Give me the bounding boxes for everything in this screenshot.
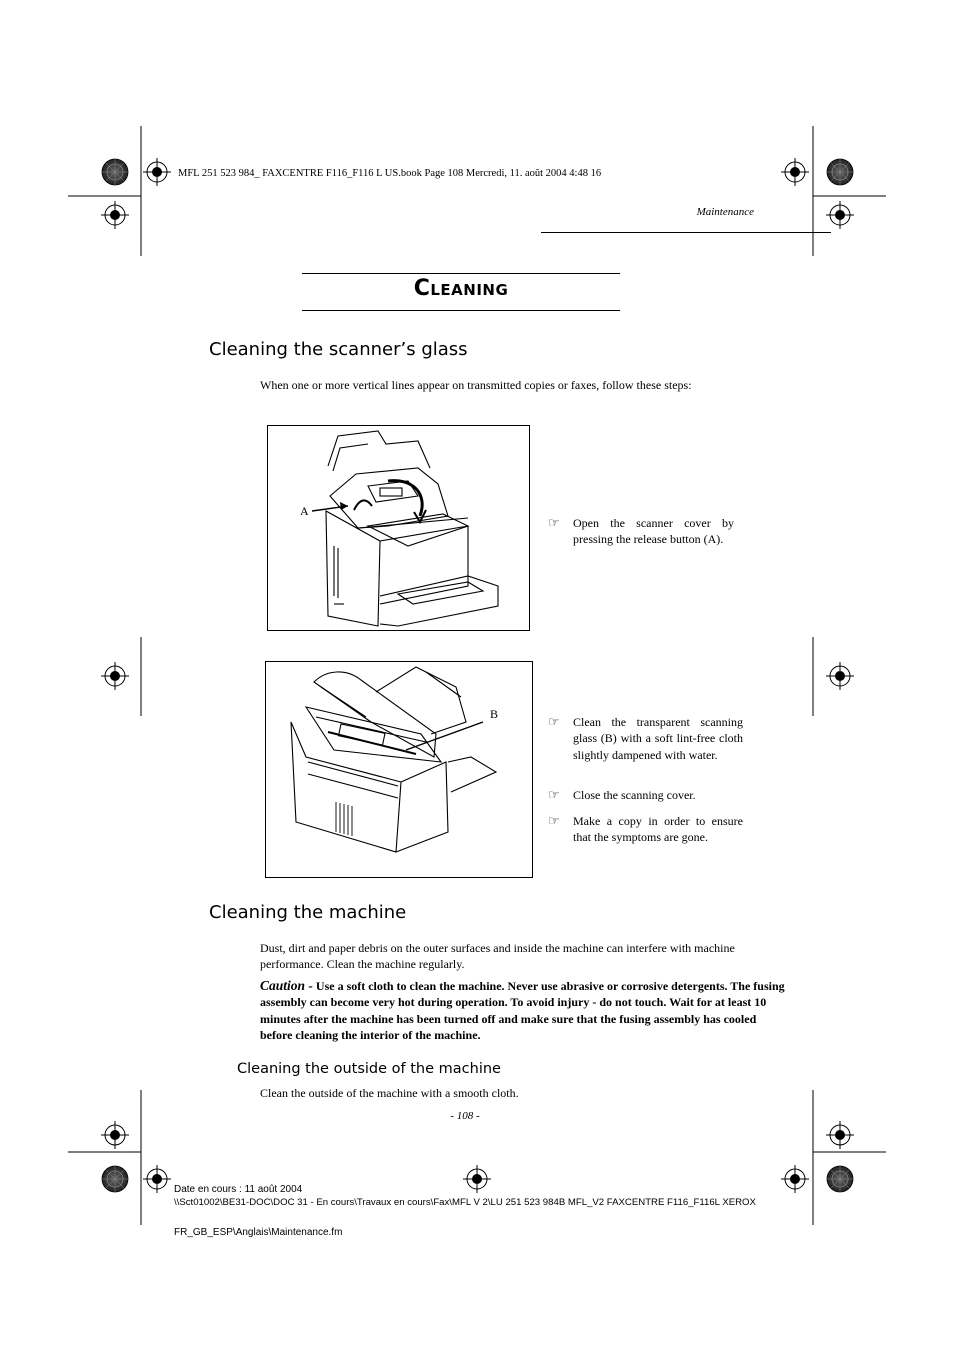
step-item — [548, 714, 743, 763]
step-text: Clean the transparent scanning glass (B) with a soft lint-free cloth slightly dampened with water. — [573, 715, 743, 762]
pointing-hand-icon: ☞ — [548, 714, 560, 729]
step-text: Make a copy in order to ensure that the symptoms are gone. — [573, 814, 743, 845]
fax-machine-illustration — [268, 426, 529, 630]
pointing-hand-icon: ☞ — [548, 787, 560, 802]
pointing-hand-icon: ☞ — [548, 515, 560, 530]
step-item — [548, 515, 734, 548]
figure-open-scanner-cover — [267, 425, 530, 631]
subsection-text-outside: Clean the outside of the machine with a smooth cloth. — [260, 1086, 519, 1100]
figure2-callout-label: B — [490, 707, 499, 721]
step-item — [548, 787, 743, 803]
step-text: Open the scanner cover by pressing the release button (A). — [573, 516, 734, 547]
caution-label: Caution - — [260, 978, 313, 993]
step-text: Close the scanning cover. — [573, 788, 696, 802]
title-rule-bottom — [302, 310, 620, 311]
open-fax-machine-illustration — [266, 662, 532, 877]
pointing-hand-icon: ☞ — [548, 813, 560, 828]
footer-file: FR_GB_ESP\Anglais\Maintenance.fm — [174, 1227, 343, 1238]
caution-note — [260, 978, 790, 1043]
footer-date: Date en cours : 11 août 2004 — [174, 1184, 303, 1195]
caution-text: Use a soft cloth to clean the machine. Never use abrasive or corrosive detergents. The fusing assembly can become very hot during operation. To avoid injury - do not touch. Wait for at least 10 minutes after the machine has been turned off and make sure that the fusing assembly has cooled before cleaning the interior of the machine. — [260, 979, 785, 1042]
title-rule-top — [302, 273, 620, 274]
chapter-title: Cleaning — [413, 276, 509, 301]
figure1-callout-label: A — [300, 504, 309, 518]
section-heading-scanner-glass: Cleaning the scanner’s glass — [209, 339, 468, 360]
book-info-line: MFL 251 523 984_ FAXCENTRE F116_F116 L US.book Page 108 Mercredi, 11. août 2004 4:48 16 — [178, 168, 602, 179]
step-item — [548, 813, 743, 846]
running-title: Maintenance — [696, 206, 754, 218]
section-intro-scanner-glass: When one or more vertical lines appear on transmitted copies or faxes, follow these steps: — [260, 378, 692, 392]
subsection-heading-outside: Cleaning the outside of the machine — [237, 1061, 501, 1077]
footer-path: \\Sct01002\BE31-DOC\DOC 31 - En cours\Travaux en cours\Fax\MFL V 2\LU 251 523 984B MFL_V2 FAXCENTRE F116_F116L XEROX — [174, 1197, 756, 1208]
header-rule — [541, 232, 831, 233]
figure-scanning-glass — [265, 661, 533, 878]
section-heading-machine: Cleaning the machine — [209, 902, 407, 923]
section-intro-machine: Dust, dirt and paper debris on the outer surfaces and inside the machine can interfere with machine performance. Clean the machine regularly. — [260, 941, 735, 972]
page-number: - 108 - — [450, 1110, 480, 1122]
